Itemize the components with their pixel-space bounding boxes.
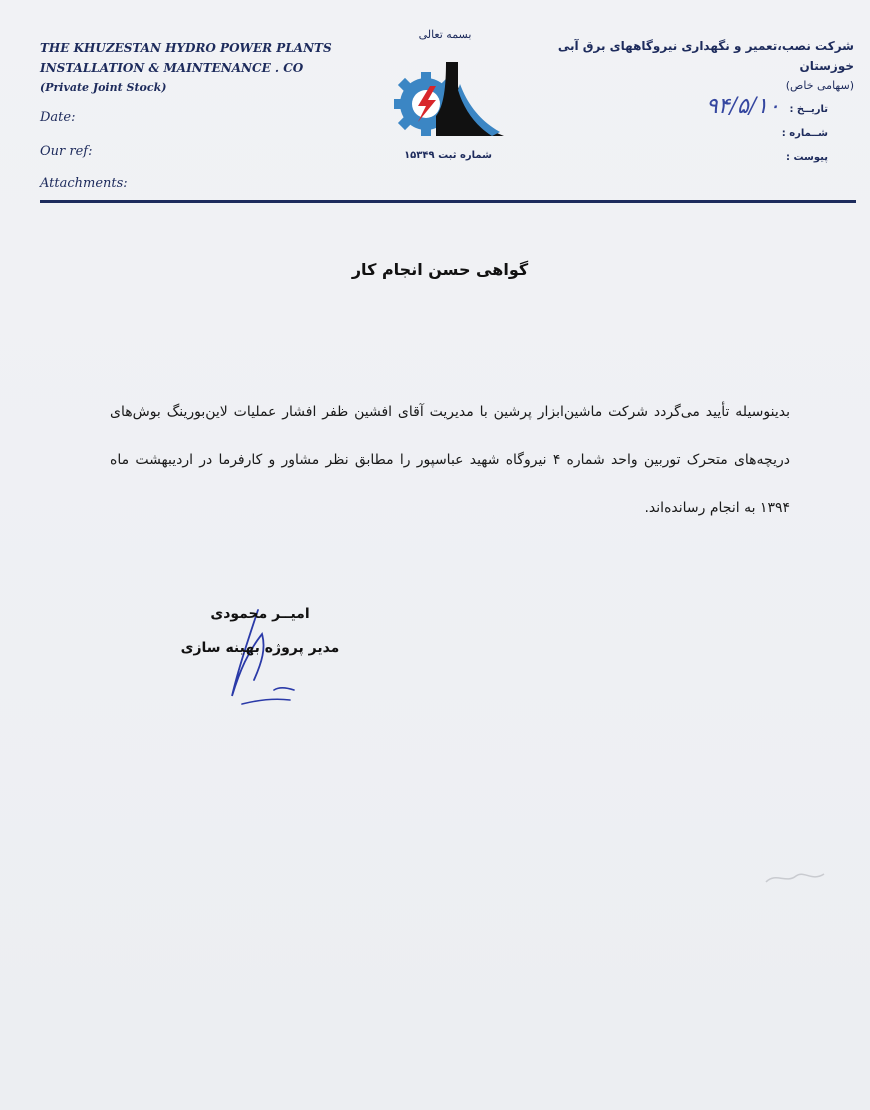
handwritten-date: ۹۴/۵/۱۰ [706, 94, 780, 119]
header-english [40, 38, 340, 98]
document-body [110, 388, 790, 532]
document-title: گواهی حسن انجام کار [351, 260, 529, 279]
dam-icon [436, 62, 504, 136]
number-field-label-fa: شــماره : [781, 128, 828, 139]
body-paragraph: بدینوسیله تأیید می‌گردد شرکت ماشین‌ابزار پرشین با مدیریت آقای افشین ظفر افشار عملیات لاین‌بورینگ بوش‌های دریچه‌های متحرک توربین واحد شماره ۴ نیروگاه شهید عباسپور را مطابق نظر مشاور و کارفرما در اردیبهشت ماه ۱۳۹۴ به انجام رسانده‌اند. [110, 404, 790, 516]
signatory-name: امیــر محمودی [210, 606, 310, 622]
header-persian [524, 36, 854, 96]
header-divider [40, 200, 856, 203]
company-name-en-line1: THE KHUZESTAN HYDRO POWER PLANTS [40, 41, 332, 55]
registration-number: شماره ثبت ۱۵۳۴۹ [404, 150, 492, 161]
attachment-field-label-fa: پیوست : [785, 152, 828, 163]
ref-field-label: Our ref: [40, 144, 93, 159]
faint-stamp-mark-icon [760, 862, 830, 892]
company-name-fa: شرکت نصب،تعمیر و نگهداری نیروگاههای برق آبی خوزستان [557, 39, 854, 73]
company-name-en-line2: INSTALLATION & MAINTENANCE . CO [40, 61, 304, 75]
company-type-fa: (سهامی خاص) [785, 79, 854, 92]
signatory-role: مدیر پروژه بهینه سازی [180, 640, 340, 656]
company-logo-icon [388, 56, 506, 140]
attachments-field-label: Attachments: [40, 176, 128, 191]
date-field-label-fa: تاریــخ : [789, 104, 828, 115]
company-type-en: (Private Joint Stock) [40, 81, 167, 94]
date-field-label: Date: [40, 110, 76, 125]
basmala: بسمه تعالی [418, 28, 472, 41]
